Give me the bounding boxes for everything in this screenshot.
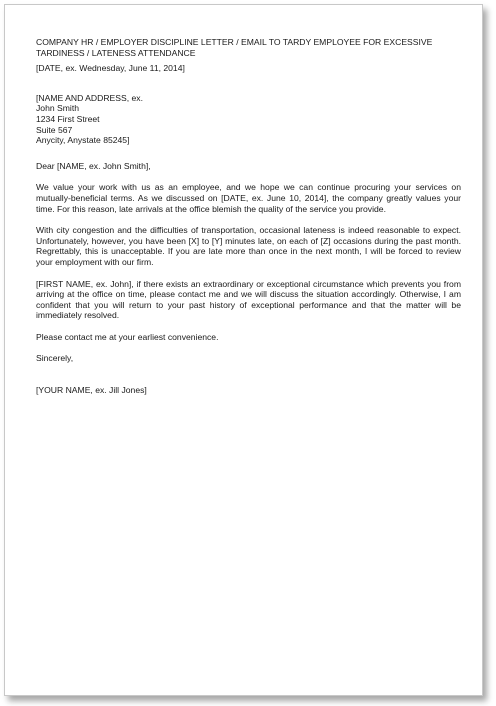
- salutation: Dear [NAME, ex. John Smith],: [36, 160, 151, 171]
- address-line: Anycity, Anystate 85245]: [36, 135, 130, 146]
- address-line: Suite 567: [36, 124, 73, 135]
- letter-body: [36, 37, 461, 411]
- body-paragraph: [FIRST NAME, ex. John], if there exists an extraordinary or exceptional circumstance which prevents you from arriving at the office on time, please contact me and we will discuss the situation accordingly. Otherwise, I am confident that you will return to your past history of exceptional performance and that the matter will be immediately resolved.: [36, 278, 461, 321]
- recipient-address: [36, 93, 461, 146]
- contact-request: Please contact me at your earliest convenience.: [36, 331, 219, 342]
- signature: [YOUR NAME, ex. Jill Jones]: [36, 385, 147, 396]
- address-line: 1234 First Street: [36, 113, 100, 124]
- body-paragraph: We value your work with us as an employee, and we hope we can continue procuring your services on mutually-beneficial terms. As we discussed on [DATE, ex. June 10, 2014], the company greatly values your time. For this reason, late arrivals at the office blemish the quality of the service you provide.: [36, 182, 461, 214]
- address-line: [NAME AND ADDRESS, ex.: [36, 92, 143, 103]
- address-line: John Smith: [36, 103, 79, 114]
- document-page: [4, 4, 483, 696]
- letter-date: [DATE, ex. Wednesday, June 11, 2014]: [36, 63, 185, 74]
- body-paragraph: With city congestion and the difficulties of transportation, occasional lateness is indeed reasonable to expect. Unfortunately, however, you have been [X] to [Y] minutes late, on each of [Z] occasions during the past month. Regrettably, this is unacceptable. If you are late more than once in the next month, I will be forced to review your employment with our firm.: [36, 225, 461, 267]
- closing: Sincerely,: [36, 353, 74, 364]
- letter-title: COMPANY HR / EMPLOYER DISCIPLINE LETTER / EMAIL TO TARDY EMPLOYEE FOR EXCESSIVE TARDINESS / LATENESS ATTENDANCE: [36, 37, 433, 58]
